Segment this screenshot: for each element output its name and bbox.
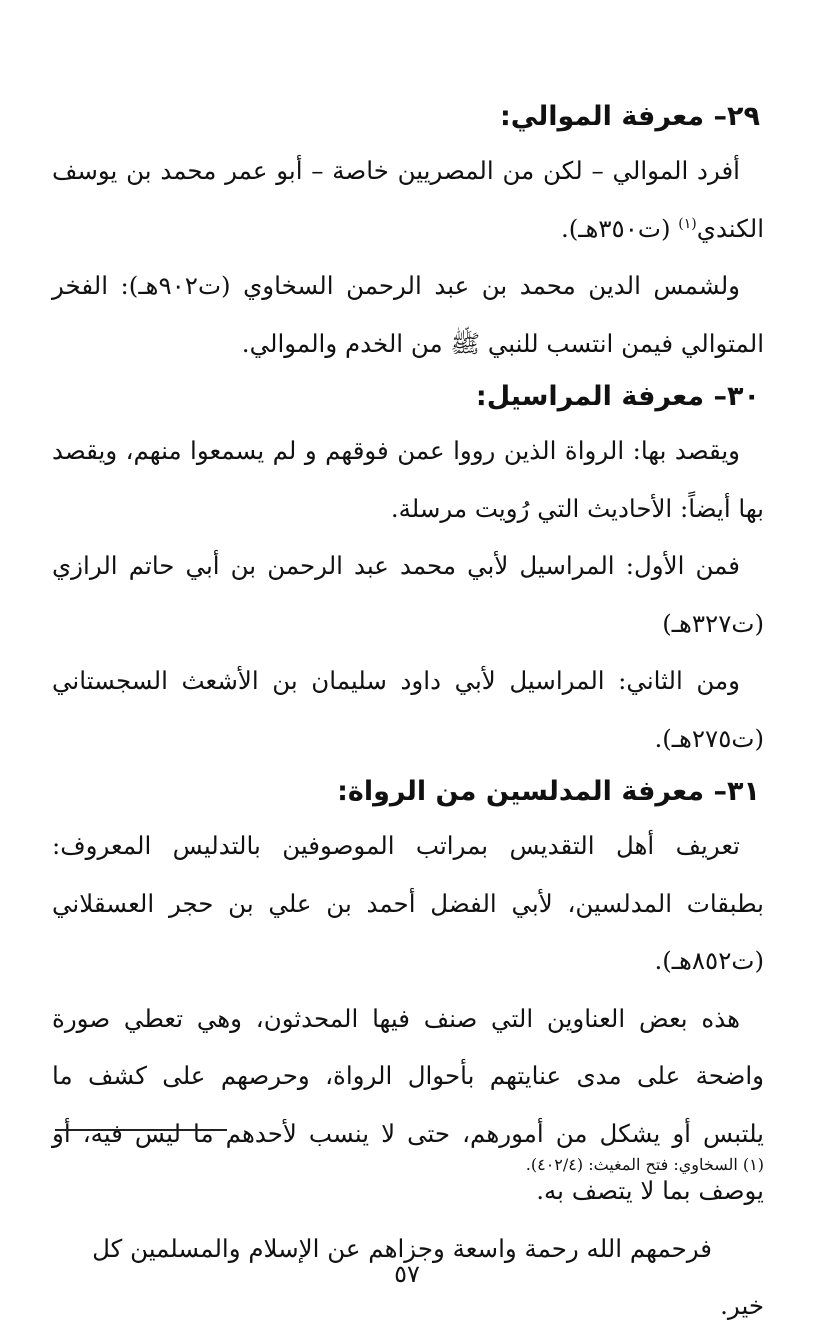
- footnote-reference-1[interactable]: (١): [678, 215, 697, 232]
- section-31-paragraph-1: تعريف أهل التقديس بمراتب الموصوفين بالتدليس المعروف: بطبقات المدلسين، لأبي الفضل أحمد بن علي بن حجر العسقلاني (ت٨٥٢هـ).: [52, 831, 764, 975]
- section-30-paragraph-3: ومن الثاني: المراسيل لأبي داود سليمان بن الأشعث السجستاني (ت٢٧٥هـ).: [52, 666, 764, 753]
- section-29-paragraph-1-tail: (ت٣٥٠هـ).: [560, 213, 671, 243]
- section-29-paragraph-1-text: أفرد الموالي – لكن من المصريين خاصة – أبو عمر محمد بن يوسف الكندي: [52, 156, 764, 243]
- closing-prayer: فرحمهم الله رحمة واسعة وجزاهم عن الإسلام والمسلمين كل خير.: [92, 1233, 764, 1320]
- section-31-heading: ٣١– معرفة المدلسين من الرواة:: [337, 776, 760, 807]
- section-31-paragraph-2: هذه بعض العناوين التي صنف فيها المحدثون، وهي تعطي صورة واضحة على مدى عنايتهم بأحوال الرواة، وحرصهم على كشف ما يلتبس أو يشكل من أمورهم، حتى لا ينسب لأحدهم ما ليس فيه، أو يوصف بما لا يتصف به.: [52, 1003, 764, 1205]
- section-29-paragraph-2: ولشمس الدين محمد بن عبد الرحمن السخاوي (ت٩٠٢هـ): الفخر المتوالي فيمن انتسب للنبي ﷺ من الخدم والموالي.: [52, 271, 764, 358]
- footnote-1: (١) السخاوي: فتح المغيث: (٤٠٢/٤).: [525, 1155, 764, 1174]
- footnote-divider: [55, 1129, 227, 1131]
- section-30-paragraph-2: فمن الأول: المراسيل لأبي محمد عبد الرحمن بن أبي حاتم الرازي (ت٣٢٧هـ): [52, 551, 764, 638]
- page-number: ٥٧: [394, 1260, 420, 1288]
- section-30-paragraph-1: ويقصد بها: الرواة الذين رووا عمن فوقهم و لم يسمعوا منهم، ويقصد بها أيضاً: الأحاديث التي رُويت مرسلة.: [52, 436, 764, 523]
- section-29-paragraph-1: [52, 142, 764, 257]
- section-30-heading: ٣٠– معرفة المراسيل:: [475, 381, 760, 412]
- section-29-heading: ٢٩– معرفة الموالي:: [499, 101, 760, 132]
- page-body: [52, 92, 764, 1335]
